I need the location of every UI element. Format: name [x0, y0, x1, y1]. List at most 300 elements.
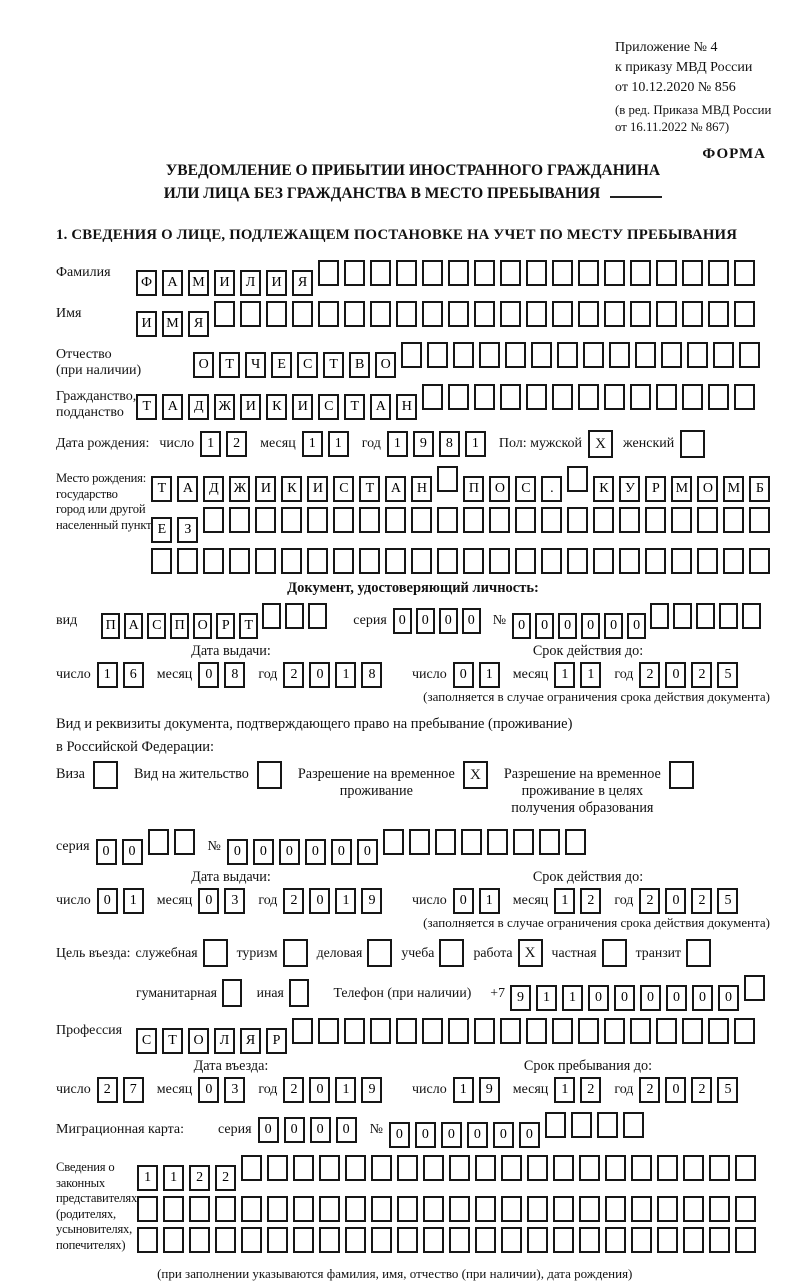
cell[interactable] — [292, 301, 313, 327]
purpose-official-checkbox[interactable] — [203, 939, 228, 967]
patronymic-cells[interactable] — [193, 342, 765, 378]
cell[interactable] — [240, 301, 261, 327]
cell[interactable] — [719, 603, 738, 629]
cell[interactable] — [526, 260, 547, 286]
cell[interactable]: 0 — [581, 613, 600, 639]
cell[interactable] — [645, 507, 666, 533]
cell[interactable]: М — [723, 476, 744, 502]
cell[interactable]: К — [593, 476, 614, 502]
cell[interactable]: Т — [136, 394, 157, 420]
residence-series-cells[interactable] — [96, 829, 200, 865]
cell[interactable] — [734, 384, 755, 410]
cell[interactable]: И — [292, 394, 313, 420]
entry-month-cells[interactable] — [198, 1077, 250, 1103]
cell[interactable] — [461, 829, 482, 855]
cell[interactable]: 2 — [639, 1077, 660, 1103]
cell[interactable]: 2 — [639, 662, 660, 688]
cell[interactable]: 7 — [123, 1077, 144, 1103]
cell[interactable]: 3 — [224, 888, 245, 914]
cell[interactable]: 9 — [510, 985, 531, 1011]
cell[interactable] — [333, 548, 354, 574]
cell[interactable] — [489, 548, 510, 574]
cell[interactable] — [396, 301, 417, 327]
cell[interactable]: 1 — [335, 1077, 356, 1103]
cell[interactable] — [657, 1196, 678, 1222]
cell[interactable] — [661, 342, 682, 368]
cell[interactable] — [553, 1196, 574, 1222]
cell[interactable]: 6 — [123, 662, 144, 688]
cell[interactable] — [500, 384, 521, 410]
cell[interactable] — [723, 548, 744, 574]
cell[interactable] — [267, 1196, 288, 1222]
cell[interactable]: 0 — [96, 839, 117, 865]
cell[interactable] — [319, 1155, 340, 1181]
cell[interactable]: И — [255, 476, 276, 502]
cell[interactable] — [605, 1196, 626, 1222]
cell[interactable]: 0 — [665, 662, 686, 688]
cell[interactable] — [229, 507, 250, 533]
cell[interactable]: С — [318, 394, 339, 420]
cell[interactable]: 0 — [198, 1077, 219, 1103]
cell[interactable] — [281, 507, 302, 533]
cell[interactable] — [735, 1196, 756, 1222]
cell[interactable] — [474, 301, 495, 327]
residence-valid-month-cells[interactable] — [554, 888, 606, 914]
cell[interactable]: Н — [396, 394, 417, 420]
cell[interactable] — [359, 548, 380, 574]
cell[interactable]: Т — [344, 394, 365, 420]
cell[interactable] — [422, 260, 443, 286]
visa-checkbox[interactable] — [93, 761, 118, 789]
cell[interactable] — [359, 507, 380, 533]
cell[interactable] — [411, 548, 432, 574]
cell[interactable]: А — [177, 476, 198, 502]
cell[interactable] — [604, 1018, 625, 1044]
cell[interactable] — [623, 1112, 644, 1138]
cell[interactable] — [307, 507, 328, 533]
cell[interactable]: Д — [188, 394, 209, 420]
cell[interactable]: Б — [749, 476, 770, 502]
cell[interactable] — [749, 548, 770, 574]
cell[interactable] — [683, 1227, 704, 1253]
cell[interactable]: 0 — [666, 985, 687, 1011]
cell[interactable]: 8 — [361, 662, 382, 688]
cell[interactable] — [571, 1112, 592, 1138]
citizenship-cells[interactable] — [136, 384, 760, 420]
cell[interactable]: О — [697, 476, 718, 502]
birth-month-cells[interactable] — [302, 431, 354, 457]
cell[interactable]: С — [147, 613, 166, 639]
doc-issue-month-cells[interactable] — [198, 662, 250, 688]
cell[interactable] — [409, 829, 430, 855]
cell[interactable]: П — [463, 476, 484, 502]
cell[interactable] — [683, 1155, 704, 1181]
cell[interactable]: И — [307, 476, 328, 502]
migration-series-cells[interactable] — [258, 1117, 362, 1143]
cell[interactable]: 8 — [224, 662, 245, 688]
cell[interactable] — [630, 301, 651, 327]
cell[interactable]: Р — [216, 613, 235, 639]
cell[interactable] — [203, 548, 224, 574]
cell[interactable]: 0 — [665, 888, 686, 914]
cell[interactable] — [697, 507, 718, 533]
cell[interactable] — [631, 1196, 652, 1222]
cell[interactable] — [422, 1018, 443, 1044]
cell[interactable]: 0 — [258, 1117, 279, 1143]
cell[interactable] — [267, 1155, 288, 1181]
cell[interactable] — [579, 1196, 600, 1222]
cell[interactable] — [739, 342, 760, 368]
stay-day-cells[interactable] — [453, 1077, 505, 1103]
cell[interactable] — [501, 1155, 522, 1181]
cell[interactable]: Т — [239, 613, 258, 639]
cell[interactable]: 2 — [691, 662, 712, 688]
cell[interactable] — [385, 548, 406, 574]
cell[interactable] — [281, 548, 302, 574]
cell[interactable]: 0 — [309, 1077, 330, 1103]
cell[interactable]: 0 — [416, 608, 435, 634]
cell[interactable] — [383, 829, 404, 855]
cell[interactable]: 0 — [512, 613, 531, 639]
cell[interactable] — [292, 1018, 313, 1044]
cell[interactable] — [604, 260, 625, 286]
cell[interactable]: Ж — [229, 476, 250, 502]
cell[interactable]: Ч — [245, 352, 266, 378]
cell[interactable] — [515, 548, 536, 574]
cell[interactable] — [479, 342, 500, 368]
purpose-transit-checkbox[interactable] — [686, 939, 711, 967]
cell[interactable] — [148, 829, 169, 855]
cell[interactable]: 0 — [467, 1122, 488, 1148]
cell[interactable] — [682, 384, 703, 410]
temp-residence-checkbox[interactable]: X — [463, 761, 488, 789]
cell[interactable] — [656, 384, 677, 410]
cell[interactable] — [552, 301, 573, 327]
cell[interactable]: 0 — [331, 839, 352, 865]
cell[interactable] — [553, 1155, 574, 1181]
cell[interactable]: 0 — [389, 1122, 410, 1148]
cell[interactable] — [578, 301, 599, 327]
cell[interactable]: 1 — [200, 431, 221, 457]
cell[interactable] — [401, 342, 422, 368]
cell[interactable]: 0 — [97, 888, 118, 914]
cell[interactable]: 2 — [639, 888, 660, 914]
cell[interactable]: 2 — [580, 888, 601, 914]
cell[interactable] — [708, 1018, 729, 1044]
cell[interactable] — [734, 260, 755, 286]
cell[interactable] — [475, 1196, 496, 1222]
cell[interactable]: 0 — [198, 888, 219, 914]
cell[interactable]: 1 — [465, 431, 486, 457]
migration-number-cells[interactable] — [389, 1112, 649, 1148]
cell[interactable] — [474, 260, 495, 286]
cell[interactable] — [682, 260, 703, 286]
cell[interactable] — [527, 1196, 548, 1222]
cell[interactable]: 0 — [558, 613, 577, 639]
cell[interactable] — [645, 548, 666, 574]
cell[interactable] — [552, 1018, 573, 1044]
cell[interactable]: Р — [645, 476, 666, 502]
purpose-business-checkbox[interactable] — [367, 939, 392, 967]
cell[interactable] — [423, 1227, 444, 1253]
cell[interactable] — [527, 1227, 548, 1253]
cell[interactable] — [308, 603, 327, 629]
cell[interactable]: С — [515, 476, 536, 502]
cell[interactable] — [683, 1196, 704, 1222]
cell[interactable] — [552, 260, 573, 286]
cell[interactable] — [448, 301, 469, 327]
cell[interactable] — [344, 301, 365, 327]
cell[interactable]: 0 — [309, 888, 330, 914]
cell[interactable]: 0 — [253, 839, 274, 865]
cell[interactable] — [734, 301, 755, 327]
cell[interactable] — [513, 829, 534, 855]
cell[interactable]: А — [370, 394, 391, 420]
cell[interactable] — [567, 548, 588, 574]
cell[interactable]: 2 — [580, 1077, 601, 1103]
cell[interactable] — [749, 507, 770, 533]
cell[interactable]: Н — [411, 476, 432, 502]
cell[interactable]: Т — [151, 476, 172, 502]
cell[interactable]: 1 — [123, 888, 144, 914]
cell[interactable] — [531, 342, 552, 368]
cell[interactable]: Л — [240, 270, 261, 296]
cell[interactable] — [500, 301, 521, 327]
cell[interactable]: 0 — [122, 839, 143, 865]
cell[interactable] — [635, 342, 656, 368]
cell[interactable]: И — [214, 270, 235, 296]
cell[interactable]: 0 — [627, 613, 646, 639]
cell[interactable] — [723, 507, 744, 533]
cell[interactable] — [307, 548, 328, 574]
cell[interactable]: 5 — [717, 662, 738, 688]
residence-issue-day-cells[interactable] — [97, 888, 149, 914]
cell[interactable] — [262, 603, 281, 629]
cell[interactable] — [565, 829, 586, 855]
cell[interactable] — [241, 1155, 262, 1181]
cell[interactable] — [687, 342, 708, 368]
cell[interactable] — [657, 1227, 678, 1253]
cell[interactable] — [293, 1196, 314, 1222]
cell[interactable]: 1 — [536, 985, 557, 1011]
cell[interactable]: 0 — [309, 662, 330, 688]
purpose-private-checkbox[interactable] — [602, 939, 627, 967]
purpose-other-checkbox[interactable] — [289, 979, 309, 1007]
cell[interactable] — [397, 1196, 418, 1222]
cell[interactable] — [453, 342, 474, 368]
cell[interactable] — [744, 975, 765, 1001]
cell[interactable] — [709, 1155, 730, 1181]
cell[interactable]: 3 — [224, 1077, 245, 1103]
cell[interactable]: Р — [266, 1028, 287, 1054]
cell[interactable] — [656, 301, 677, 327]
cell[interactable] — [215, 1227, 236, 1253]
residence-valid-day-cells[interactable] — [453, 888, 505, 914]
cell[interactable] — [437, 507, 458, 533]
cell[interactable] — [696, 603, 715, 629]
cell[interactable]: М — [188, 270, 209, 296]
cell[interactable] — [344, 1018, 365, 1044]
cell[interactable]: 0 — [279, 839, 300, 865]
cell[interactable]: 9 — [479, 1077, 500, 1103]
cell[interactable] — [463, 548, 484, 574]
cell[interactable]: 2 — [226, 431, 247, 457]
doc-type-cells[interactable] — [101, 603, 331, 639]
cell[interactable]: 0 — [462, 608, 481, 634]
cell[interactable]: С — [333, 476, 354, 502]
cell[interactable]: И — [136, 311, 157, 337]
cell[interactable] — [449, 1155, 470, 1181]
cell[interactable] — [630, 384, 651, 410]
profession-cells[interactable] — [136, 1018, 760, 1054]
cell[interactable]: Я — [188, 311, 209, 337]
cell[interactable] — [435, 829, 456, 855]
cell[interactable] — [475, 1227, 496, 1253]
cell[interactable]: У — [619, 476, 640, 502]
cell[interactable] — [370, 301, 391, 327]
cell[interactable] — [174, 829, 195, 855]
cell[interactable]: 0 — [493, 1122, 514, 1148]
cell[interactable] — [371, 1155, 392, 1181]
cell[interactable] — [593, 548, 614, 574]
cell[interactable]: И — [266, 270, 287, 296]
cell[interactable]: 2 — [189, 1165, 210, 1191]
cell[interactable] — [151, 548, 172, 574]
cell[interactable] — [255, 548, 276, 574]
cell[interactable]: Д — [203, 476, 224, 502]
cell[interactable]: 0 — [393, 608, 412, 634]
cell[interactable]: Т — [323, 352, 344, 378]
cell[interactable] — [593, 507, 614, 533]
cell[interactable] — [578, 384, 599, 410]
birth-place-cells-row-1[interactable] — [151, 466, 775, 502]
cell[interactable] — [267, 1227, 288, 1253]
cell[interactable]: 1 — [335, 888, 356, 914]
cell[interactable] — [578, 1018, 599, 1044]
cell[interactable] — [656, 1018, 677, 1044]
cell[interactable] — [671, 548, 692, 574]
cell[interactable] — [567, 466, 588, 492]
cell[interactable]: В — [349, 352, 370, 378]
cell[interactable]: . — [541, 476, 562, 502]
doc-number-cells[interactable] — [512, 603, 765, 639]
cell[interactable] — [682, 1018, 703, 1044]
purpose-humanitarian-checkbox[interactable] — [222, 979, 242, 1007]
cell[interactable] — [742, 603, 761, 629]
cell[interactable] — [396, 260, 417, 286]
cell[interactable] — [319, 1227, 340, 1253]
cell[interactable] — [708, 384, 729, 410]
cell[interactable]: 9 — [413, 431, 434, 457]
cell[interactable] — [545, 1112, 566, 1138]
cell[interactable] — [474, 1018, 495, 1044]
cell[interactable]: 2 — [97, 1077, 118, 1103]
cell[interactable]: З — [177, 517, 198, 543]
cell[interactable]: 1 — [137, 1165, 158, 1191]
cell[interactable] — [163, 1196, 184, 1222]
cell[interactable]: 1 — [453, 1077, 474, 1103]
cell[interactable]: Е — [151, 517, 172, 543]
cell[interactable] — [553, 1227, 574, 1253]
cell[interactable]: О — [193, 352, 214, 378]
cell[interactable] — [604, 384, 625, 410]
doc-valid-day-cells[interactable] — [453, 662, 505, 688]
cell[interactable] — [214, 301, 235, 327]
cell[interactable]: 2 — [215, 1165, 236, 1191]
residence-valid-year-cells[interactable] — [639, 888, 743, 914]
temp-residence-education-checkbox[interactable] — [669, 761, 694, 789]
cell[interactable]: С — [136, 1028, 157, 1054]
cell[interactable] — [597, 1112, 618, 1138]
cell[interactable]: 9 — [361, 1077, 382, 1103]
cell[interactable] — [449, 1227, 470, 1253]
purpose-study-checkbox[interactable] — [439, 939, 464, 967]
cell[interactable] — [500, 1018, 521, 1044]
cell[interactable]: Е — [271, 352, 292, 378]
cell[interactable] — [371, 1196, 392, 1222]
cell[interactable]: Ж — [214, 394, 235, 420]
stay-month-cells[interactable] — [554, 1077, 606, 1103]
cell[interactable] — [475, 1155, 496, 1181]
male-checkbox[interactable]: X — [588, 430, 613, 458]
entry-year-cells[interactable] — [283, 1077, 387, 1103]
cell[interactable]: 1 — [554, 1077, 575, 1103]
cell[interactable] — [448, 1018, 469, 1044]
purpose-work-checkbox[interactable]: X — [518, 939, 543, 967]
cell[interactable]: 0 — [357, 839, 378, 865]
cell[interactable]: 1 — [554, 662, 575, 688]
cell[interactable] — [500, 260, 521, 286]
cell[interactable] — [318, 260, 339, 286]
residence-issue-year-cells[interactable] — [283, 888, 387, 914]
cell[interactable] — [344, 260, 365, 286]
cell[interactable] — [501, 1196, 522, 1222]
cell[interactable] — [713, 342, 734, 368]
cell[interactable] — [609, 342, 630, 368]
cell[interactable] — [578, 260, 599, 286]
phone-cells[interactable] — [510, 975, 770, 1011]
cell[interactable]: 0 — [227, 839, 248, 865]
cell[interactable] — [487, 829, 508, 855]
cell[interactable]: Т — [219, 352, 240, 378]
cell[interactable] — [215, 1196, 236, 1222]
cell[interactable]: 0 — [415, 1122, 436, 1148]
cell[interactable]: А — [162, 394, 183, 420]
cell[interactable] — [463, 507, 484, 533]
cell[interactable]: 0 — [665, 1077, 686, 1103]
cell[interactable] — [203, 507, 224, 533]
cell[interactable]: 0 — [519, 1122, 540, 1148]
cell[interactable]: 0 — [453, 888, 474, 914]
cell[interactable]: 2 — [691, 1077, 712, 1103]
female-checkbox[interactable] — [680, 430, 705, 458]
cell[interactable] — [371, 1227, 392, 1253]
cell[interactable]: О — [375, 352, 396, 378]
cell[interactable] — [709, 1227, 730, 1253]
cell[interactable]: О — [489, 476, 510, 502]
cell[interactable] — [370, 1018, 391, 1044]
cell[interactable] — [345, 1196, 366, 1222]
cell[interactable] — [437, 548, 458, 574]
cell[interactable] — [541, 548, 562, 574]
cell[interactable] — [422, 301, 443, 327]
purpose-tourism-checkbox[interactable] — [283, 939, 308, 967]
cell[interactable] — [241, 1227, 262, 1253]
cell[interactable] — [333, 507, 354, 533]
cell[interactable] — [505, 342, 526, 368]
cell[interactable] — [255, 507, 276, 533]
cell[interactable] — [552, 384, 573, 410]
